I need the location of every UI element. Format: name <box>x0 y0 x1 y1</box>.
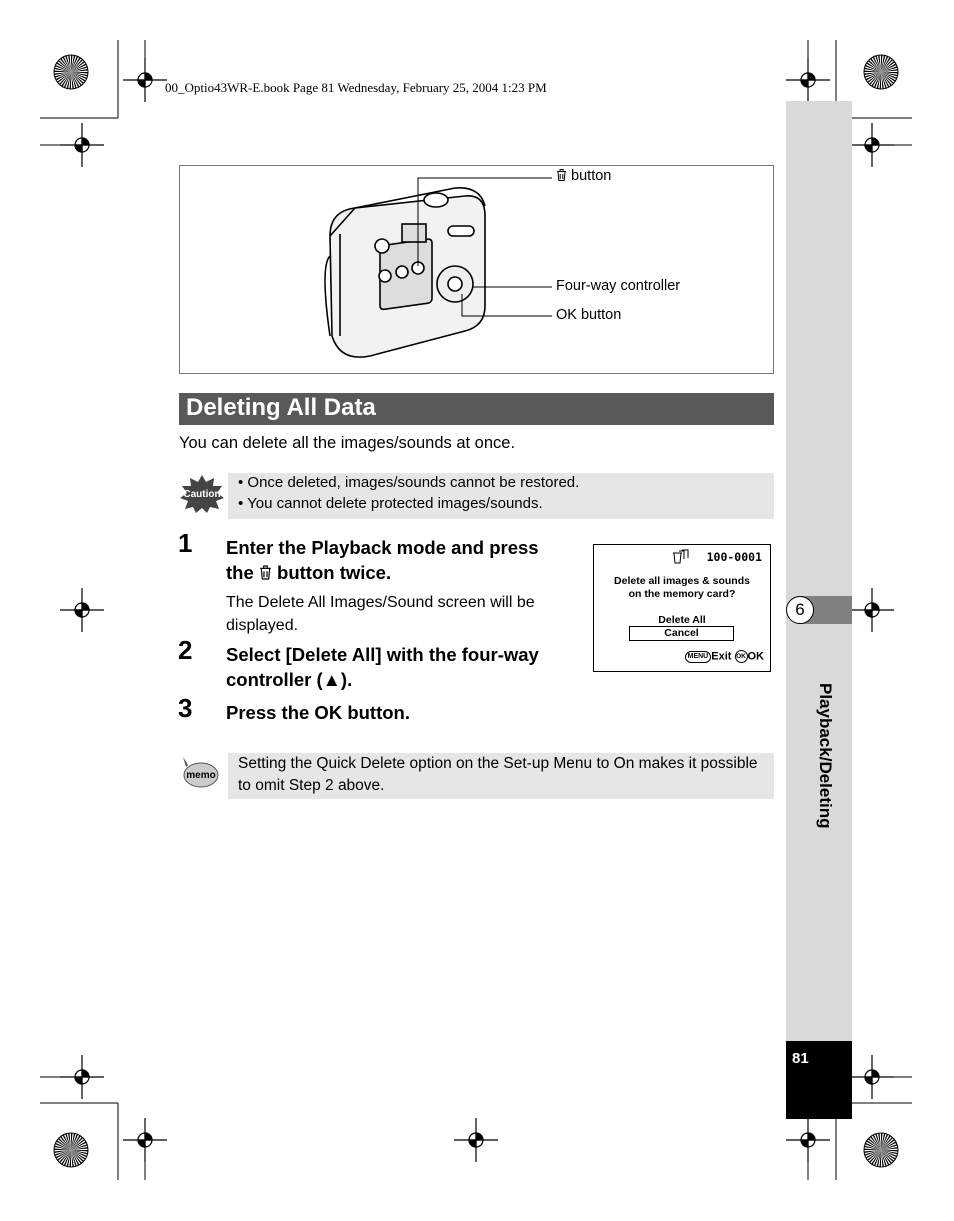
trash-button-callout <box>556 168 611 184</box>
step-heading <box>226 642 586 692</box>
ok-button-label: OK button <box>556 307 622 323</box>
memo-box <box>228 753 774 799</box>
camera-illustration <box>180 166 773 373</box>
step-heading-line: the button twice. <box>226 562 392 583</box>
registration-target-icon <box>123 1118 167 1162</box>
rosette-mark-icon <box>54 1133 88 1167</box>
file-header: 00_Optio43WR-E.book Page 81 Wednesday, February 25, 2004 1:23 PM <box>165 80 547 95</box>
memo-icon <box>180 755 220 791</box>
registration-target-icon <box>60 588 104 632</box>
registration-target-icon <box>60 1055 104 1099</box>
step-number: 1 <box>178 528 193 558</box>
lcd-option-cancel: Cancel <box>629 626 734 641</box>
trash-icon <box>556 169 567 181</box>
lcd-message: on the memory card? <box>628 588 736 600</box>
trash-icon <box>259 565 272 580</box>
caution-box <box>228 473 774 519</box>
caution-item: • Once deleted, images/sounds cannot be restored. <box>238 474 580 491</box>
registration-target-icon <box>60 123 104 167</box>
registration-target-icon <box>454 1118 498 1162</box>
intro-text: You can delete all the images/sounds at once. <box>179 434 516 452</box>
menu-button-icon: MENU <box>685 651 712 663</box>
step-heading-line: Enter the Playback mode and press <box>226 537 539 558</box>
camera-figure <box>179 165 774 374</box>
chapter-number: 6 <box>786 596 814 624</box>
memo-icon-label: memo <box>186 770 216 781</box>
caution-icon <box>179 474 225 514</box>
step-heading: Press the OK button. <box>226 702 410 723</box>
four-way-controller-label: Four-way controller <box>556 278 681 294</box>
step-heading-line: controller (▲). <box>226 669 353 690</box>
registration-target-icon <box>786 58 830 102</box>
ok-label: OK <box>747 650 764 663</box>
memo-text: Setting the Quick Delete option on the Set-up Menu to On makes it possible to omit Step 2 above. <box>238 755 758 794</box>
registration-target-icon <box>850 588 894 632</box>
lcd-option-delete-all: Delete All <box>658 614 706 626</box>
page-number-box <box>786 1041 852 1119</box>
registration-target-icon <box>123 58 167 102</box>
step-heading-line: Select [Delete All] with the four-way <box>226 644 539 665</box>
rosette-mark-icon <box>54 55 88 89</box>
registration-target-icon <box>850 1055 894 1099</box>
chapter-title: Playback/Deleting <box>816 683 835 829</box>
page-number: 81 <box>792 1050 809 1067</box>
registration-target-icon <box>850 123 894 167</box>
lcd-footer <box>685 650 764 663</box>
lcd-screen <box>593 544 771 672</box>
registration-target-icon <box>786 1118 830 1162</box>
step-number: 2 <box>178 635 193 665</box>
section-title: Deleting All Data <box>186 394 376 421</box>
ok-button-icon: OK <box>735 650 748 663</box>
caution-item: • You cannot delete protected images/sounds. <box>238 495 543 512</box>
lcd-message: Delete all images & sounds <box>614 575 750 587</box>
caution-icon-label: Caution <box>183 489 221 500</box>
step-number: 3 <box>178 693 193 723</box>
lcd-file-number: 100-0001 <box>706 550 762 564</box>
section-title-bar <box>179 393 774 425</box>
step-body: The Delete All Images/Sound screen will be displayed. <box>226 594 535 634</box>
rosette-mark-icon <box>864 1133 898 1167</box>
rosette-mark-icon <box>864 55 898 89</box>
step-heading <box>226 535 586 585</box>
trash-button-label: button <box>571 168 612 184</box>
exit-label: Exit <box>711 650 732 663</box>
delete-all-icon <box>670 549 692 565</box>
chapter-tab <box>786 596 852 624</box>
